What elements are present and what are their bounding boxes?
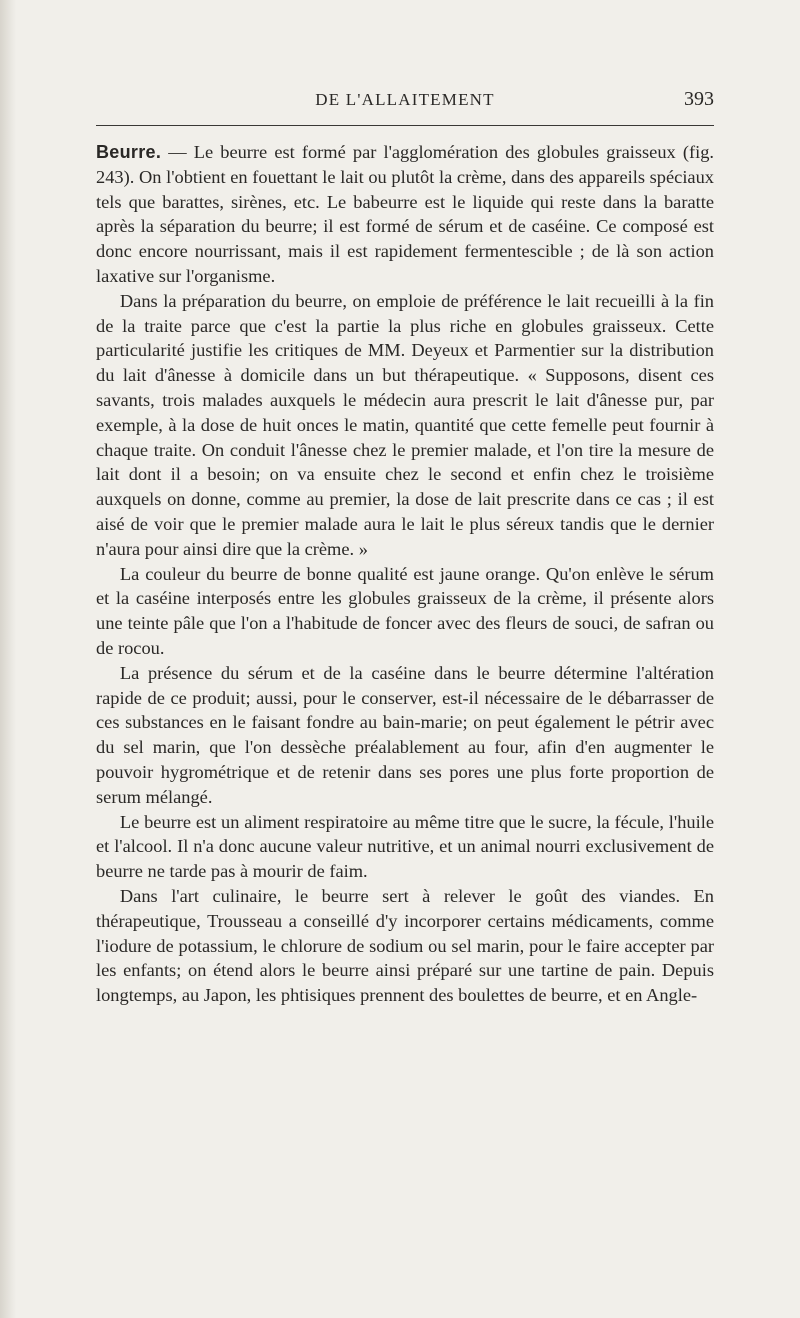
paragraph-3: La couleur du beurre de bonne qualité est jaune orange. Qu'on enlève le sérum et la caséine interposés entre les globules graisseux de la crème, il présente alors une teinte pâle que l'on a l'habitude de foncer avec des fleurs de souci, de safran ou de rocou. [96, 563, 714, 658]
paragraph-2: Dans la préparation du beurre, on emploie de préférence le lait recueilli à la fin de la traite parce que c'est la partie la plus riche en globules graisseux. Cette particularité justifie les critiques de MM. Deyeux et Parmentier sur la distribution du lait d'ânesse à domicile dans un but thérapeutique. « Supposons, disent ces savants, trois malades auxquels le médecin aura prescrit le lait d'ânesse pur, par exemple, à la dose de huit onces le matin, quantité que cette femelle peut fournir à chaque traite. On conduit l'ânesse chez le premier malade, et l'on tire la mesure de lait dont il a besoin; on va ensuite chez le second et enfin chez le troisième auxquels on donne, comme au premier, la dose de lait prescrite dans ce cas ; il est aisé de voir que le premier malade aura le lait le plus séreux tandis que le dernier n'aura pour ainsi dire que la crème. » [96, 290, 714, 559]
header-rule [96, 125, 714, 126]
page-number: 393 [684, 88, 714, 110]
section-title: Beurre. [96, 142, 162, 162]
paragraph-1-text: — Le beurre est formé par l'agglomération des globules graisseux (fig. 243). On l'obtient en fouettant le lait ou plutôt la crème, dans des appareils spéciaux tels que barattes, sirènes, etc. Le babeurre est le liquide qui reste dans la baratte après la séparation du beurre; il est formé de sérum et de caséine. Ce composé est donc encore nourrissant, mais il est rapidement fermentescible ; de là son action laxative sur l'organisme. [96, 142, 714, 286]
page-header [96, 88, 714, 116]
page-binding-shadow [0, 0, 16, 1318]
body-text [96, 140, 714, 1008]
running-title: DE L'ALLAITEMENT [315, 90, 495, 109]
paragraph-5: Le beurre est un aliment respiratoire au même titre que le sucre, la fécule, l'huile et l'alcool. Il n'a donc aucune valeur nutritive, et un animal nourri exclusivement de beurre ne tarde pas à mourir de faim. [96, 811, 714, 882]
paragraph-1 [96, 140, 714, 289]
paragraph-6: Dans l'art culinaire, le beurre sert à relever le goût des viandes. En thérapeutique, Trousseau a conseillé d'y incorporer certains médicaments, comme l'iodure de potassium, le chlorure de sodium ou sel marin, pour le faire accepter par les enfants; on étend alors le beurre ainsi préparé sur une tartine de pain. Depuis longtemps, au Japon, les phtisiques prennent des boulettes de beurre, et en Angle- [96, 885, 714, 1006]
paragraph-4: La présence du sérum et de la caséine dans le beurre détermine l'altération rapide de ce produit; aussi, pour le conserver, est-il nécessaire de le débarrasser de ces substances en le faisant fondre au bain-marie; on peut également le pétrir avec du sel marin, que l'on dessèche préalablement au four, afin d'en augmenter le pouvoir hygrométrique et de retenir dans ses pores une plus forte proportion de serum mélangé. [96, 662, 714, 807]
